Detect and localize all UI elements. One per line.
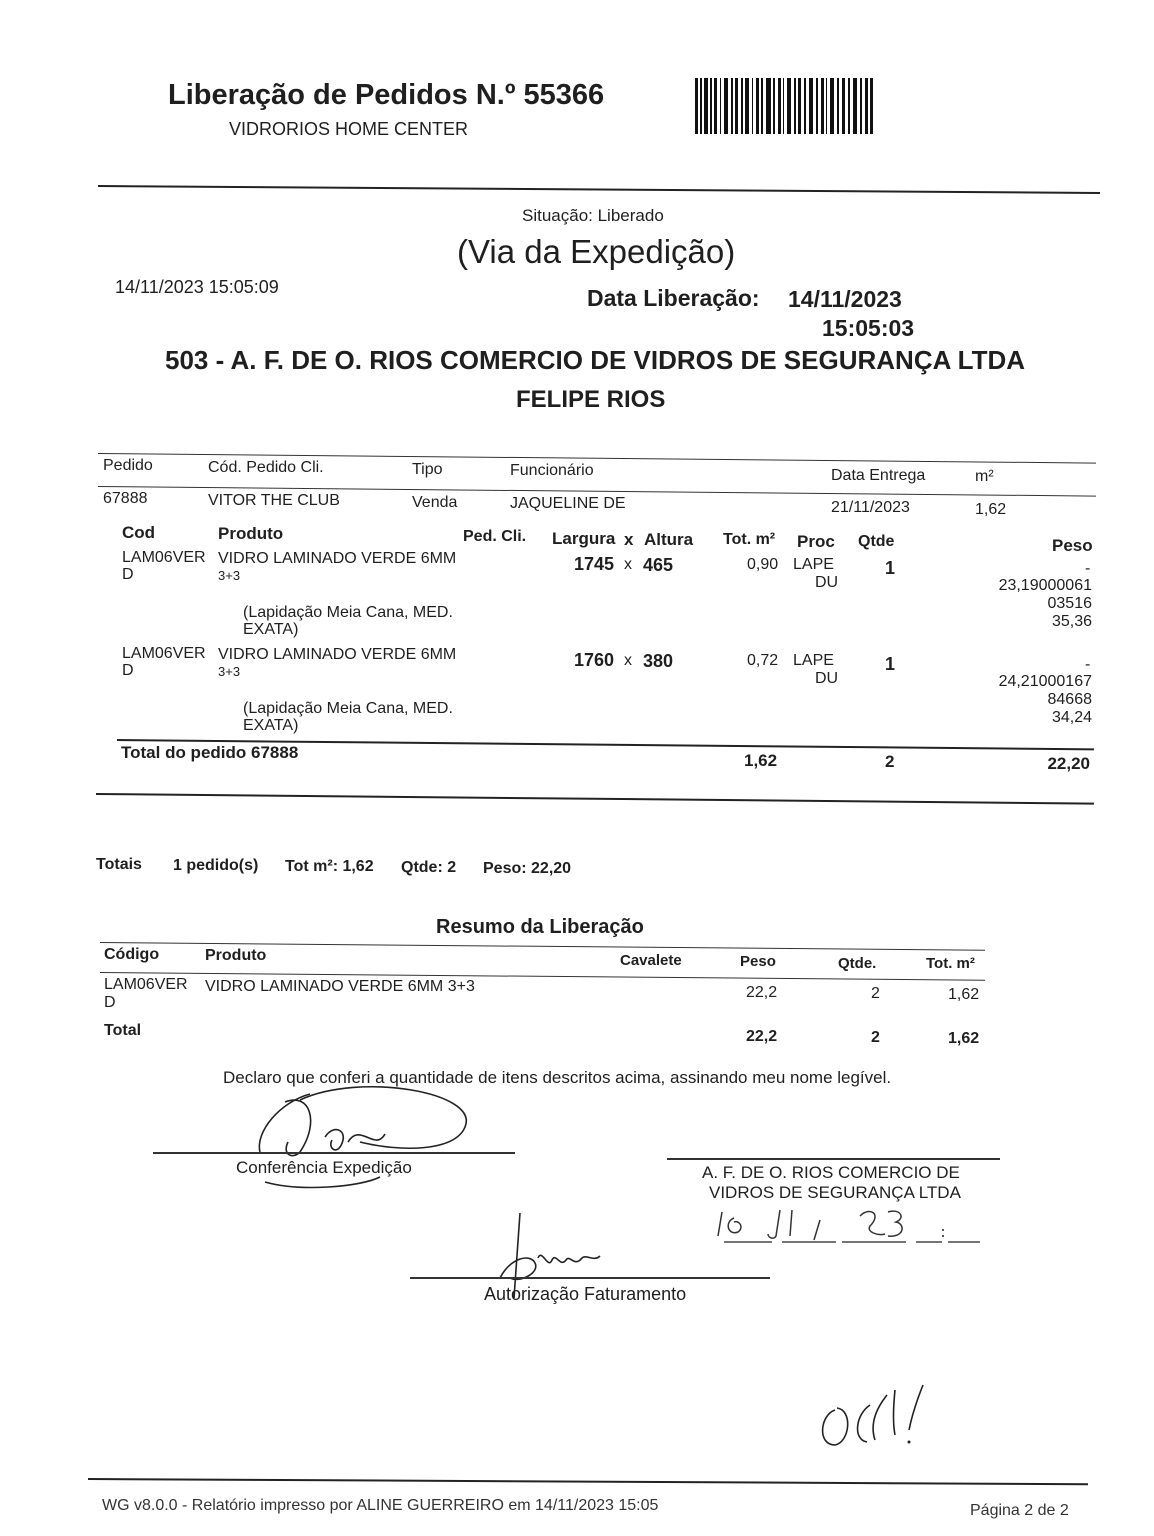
order-cod-cli: VITOR THE CLUB: [208, 492, 340, 509]
order-data-entrega: 21/11/2023: [831, 499, 910, 516]
barcode: [695, 78, 873, 134]
item-2-largura: 1760: [574, 650, 615, 670]
summary-total-qtde: 2: [871, 1029, 880, 1046]
items-col-x: x: [624, 530, 634, 549]
order-funcionario: JAQUELINE DE: [510, 495, 626, 512]
totals-pedidos: 1 pedido(s): [173, 857, 259, 874]
footer-line: [88, 1478, 1088, 1485]
order-total-peso: 22,20: [1047, 754, 1090, 773]
summary-row-qtde: 2: [871, 985, 880, 1002]
item-2-proc-line2: DU: [815, 670, 839, 687]
col-tipo: Tipo: [412, 461, 443, 478]
item-2-cod-line2: D: [122, 662, 134, 679]
item-1-peso-line2: 03516: [1047, 595, 1092, 612]
col-data-entrega: Data Entrega: [831, 467, 926, 484]
contact-name: FELIPE RIOS: [516, 386, 666, 413]
report-title: Liberação de Pedidos N.º 55366: [168, 79, 605, 111]
summary-row-produto: VIDRO LAMINADO VERDE 6MM 3+3: [205, 978, 475, 995]
order-tipo: Venda: [412, 494, 458, 511]
item-1-peso-dash: -: [1085, 560, 1091, 577]
items-col-produto: Produto: [218, 524, 284, 543]
summary-row-codigo-line2: D: [104, 994, 116, 1011]
footer-printed-by: WG v8.0.0 - Relatório impresso por ALINE GUERREIRO em 14/11/2023 15:05: [102, 1497, 659, 1514]
item-2-produto-line1: VIDRO LAMINADO VERDE 6MM: [218, 646, 457, 663]
handwritten-date: [710, 1200, 990, 1250]
order-total-label: Total do pedido 67888: [121, 743, 299, 762]
item-1-tot-m2: 0,90: [747, 556, 779, 573]
col-m2: m²: [975, 468, 994, 485]
summary-title: Resumo da Liberação: [436, 916, 644, 938]
item-1-produto-line1: VIDRO LAMINADO VERDE 6MM: [218, 550, 457, 567]
company-signature-line: [667, 1158, 1000, 1160]
item-1-proc-line2: DU: [815, 574, 839, 591]
totals-peso: Peso: 22,20: [483, 860, 572, 877]
col-cod-pedido-cli: Cód. Pedido Cli.: [208, 459, 324, 476]
items-col-tot-m2: Tot. m²: [723, 531, 776, 548]
items-col-largura: Largura: [552, 529, 616, 548]
items-col-qtde: Qtde: [858, 533, 895, 550]
item-2-peso-line3: 34,24: [1051, 709, 1092, 726]
item-1-peso-line3: 35,36: [1051, 613, 1092, 630]
item-2-x: x: [624, 652, 632, 669]
item-1-largura: 1745: [574, 554, 615, 574]
conferencia-label: Conferência Expedição: [236, 1158, 412, 1177]
item-1-cod-line1: LAM06VER: [122, 549, 206, 566]
totals-m2: Tot m²: 1,62: [285, 858, 374, 875]
item-2-proc-line1: LAPE: [793, 652, 834, 669]
item-2-peso-line1: 24,21000167: [998, 673, 1092, 690]
items-col-cod: Cod: [122, 523, 156, 542]
items-col-proc: Proc: [797, 532, 835, 551]
item-1-x: x: [624, 556, 632, 573]
item-2-qtde: 1: [885, 654, 896, 674]
order-total-m2: 1,62: [744, 751, 778, 770]
totals-label: Totais: [96, 856, 142, 873]
item-2-peso-line2: 84668: [1047, 691, 1092, 708]
footer-page: Página 2 de 2: [970, 1502, 1069, 1519]
item-2-peso-dash: -: [1085, 656, 1091, 673]
summary-total-peso: 22,2: [746, 1028, 778, 1045]
summary-total-tot-m2: 1,62: [948, 1030, 980, 1047]
copy-label: (Via da Expedição): [457, 233, 736, 270]
release-time: 15:05:03: [822, 315, 915, 341]
item-2-obs-line1: (Lapidação Meia Cana, MED.: [243, 700, 453, 717]
order-pedido: 67888: [103, 490, 148, 507]
items-col-altura: Altura: [644, 530, 694, 549]
handwritten-ok-mark: [815, 1380, 945, 1460]
summary-col-peso: Peso: [740, 953, 776, 970]
summary-row-peso: 22,2: [746, 984, 778, 1001]
item-1-altura: 465: [643, 555, 674, 575]
item-1-proc-line1: LAPE: [793, 556, 834, 573]
company-name: VIDRORIOS HOME CENTER: [229, 119, 469, 139]
item-1-peso-line1: 23,19000061: [998, 577, 1092, 594]
item-2-tot-m2: 0,72: [747, 652, 779, 669]
autorizacao-label: Autorização Faturamento: [484, 1284, 687, 1304]
company-line1: A. F. DE O. RIOS COMERCIO DE: [702, 1163, 960, 1182]
order-total-qtde: 2: [885, 752, 895, 771]
col-pedido: Pedido: [103, 457, 153, 474]
item-1-obs-line2: EXATA): [243, 621, 299, 638]
item-2-cod-line1: LAM06VER: [122, 645, 206, 662]
printed-timestamp: 14/11/2023 15:05:09: [115, 277, 279, 297]
item-2-produto-line2: 3+3: [218, 664, 241, 679]
summary-row-tot-m2: 1,62: [948, 986, 980, 1003]
summary-col-cavalete: Cavalete: [620, 952, 682, 969]
item-1-produto-line2: 3+3: [218, 568, 241, 583]
totals-qtde: Qtde: 2: [401, 859, 457, 876]
item-1-qtde: 1: [885, 558, 896, 578]
order-bottom-line: [96, 793, 1094, 805]
autorizacao-line: [410, 1277, 770, 1279]
release-label: Data Liberação:: [587, 285, 760, 311]
declaration-text: Declaro que conferi a quantidade de itens descritos acima, assinando meu nome legível.: [223, 1068, 892, 1087]
summary-col-tot-m2: Tot. m²: [926, 955, 975, 972]
conferencia-line: [153, 1152, 515, 1154]
items-col-ped-cli: Ped. Cli.: [463, 528, 527, 545]
client-name: 503 - A. F. DE O. RIOS COMERCIO DE VIDROS DE SEGURANÇA LTDA: [165, 345, 1026, 375]
release-date: 14/11/2023: [788, 286, 902, 312]
summary-total-label: Total: [104, 1022, 142, 1039]
summary-col-codigo: Código: [104, 946, 160, 963]
order-m2: 1,62: [975, 501, 1007, 518]
header-divider: [98, 185, 1100, 194]
items-col-peso: Peso: [1052, 536, 1093, 555]
item-1-obs-line1: (Lapidação Meia Cana, MED.: [243, 604, 453, 621]
item-1-cod-line2: D: [122, 566, 134, 583]
status-text: Situação: Liberado: [522, 206, 664, 225]
item-2-obs-line2: EXATA): [243, 717, 299, 734]
company-line2: VIDROS DE SEGURANÇA LTDA: [709, 1183, 961, 1202]
item-2-altura: 380: [643, 651, 674, 671]
summary-row-codigo-line1: LAM06VER: [104, 976, 188, 993]
summary-col-qtde: Qtde.: [838, 955, 877, 972]
summary-col-produto: Produto: [205, 947, 267, 964]
col-funcionario: Funcionário: [510, 462, 594, 479]
